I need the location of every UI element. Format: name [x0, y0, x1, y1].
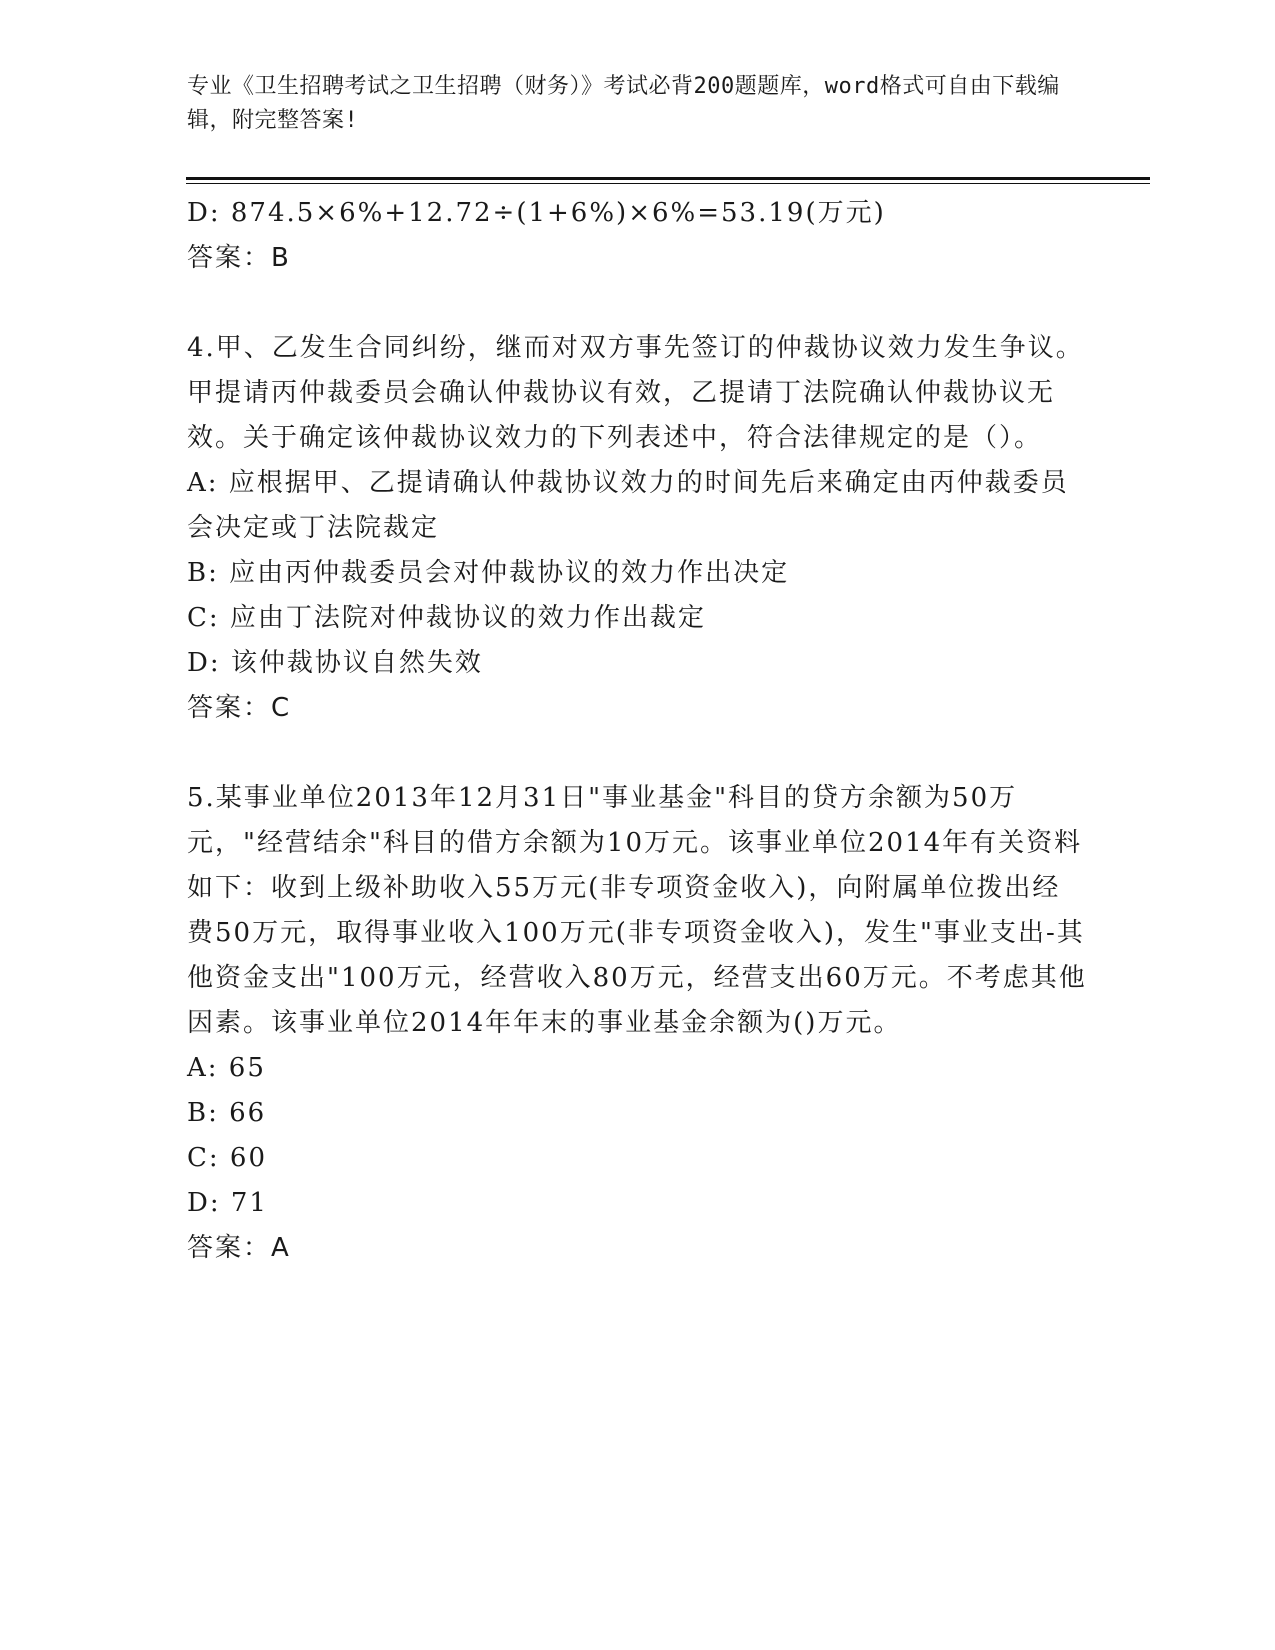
q5-option-a: A: 65 — [187, 1053, 266, 1083]
header-rule-thin — [186, 183, 1150, 184]
q4-answer: 答案：C — [187, 693, 292, 723]
q4-stem: 4.甲、乙发生合同纠纷，继而对双方事先签订的仲裁协议效力发生争议。甲提请丙仲裁委员会确认仲裁协议有效，乙提请丁法院确认仲裁协议无效。关于确定该仲裁协议效力的下列表述中，符合法律规定的是（）。 — [187, 333, 1084, 453]
q5-option-c: C: 60 — [187, 1143, 268, 1173]
document-body — [187, 191, 1087, 1271]
spacer — [187, 281, 1087, 326]
q3-option-d: D: 874.5×6%+12.72÷(1+6%)×6%=53.19(万元) — [187, 198, 886, 228]
q5-option-b: B: 66 — [187, 1098, 267, 1128]
spacer — [187, 731, 1087, 776]
page-header: 专业《卫生招聘考试之卫生招聘（财务）》考试必背200题题库，word格式可自由下载编辑，附完整答案! — [187, 74, 1060, 133]
header-rule — [186, 177, 1150, 180]
q5-stem: 5.某事业单位2013年12月31日"事业基金"科目的贷方余额为50万元，"经营结余"科目的借方余额为10万元。该事业单位2014年有关资料如下：收到上级补助收入55万元(非专项资金收入)，向附属单位拨出经费50万元，取得事业收入100万元(非专项资金收入)，发生"事业支出-其他资金支出"100万元，经营收入80万元，经营支出60万元。不考虑其他因素。该事业单位2014年年末的事业基金余额为()万元。 — [187, 783, 1087, 1038]
q3-answer: 答案：B — [187, 243, 291, 273]
q4-option-c: C: 应由丁法院对仲裁协议的效力作出裁定 — [187, 603, 706, 633]
q4-option-b: B: 应由丙仲裁委员会对仲裁协议的效力作出决定 — [187, 558, 790, 588]
q4-option-d: D: 该仲裁协议自然失效 — [187, 648, 483, 678]
q4-option-a: A: 应根据甲、乙提请确认仲裁协议效力的时间先后来确定由丙仲裁委员会决定或丁法院裁定 — [187, 468, 1069, 543]
q5-answer: 答案：A — [187, 1233, 291, 1263]
q5-option-d: D: 71 — [187, 1188, 268, 1218]
